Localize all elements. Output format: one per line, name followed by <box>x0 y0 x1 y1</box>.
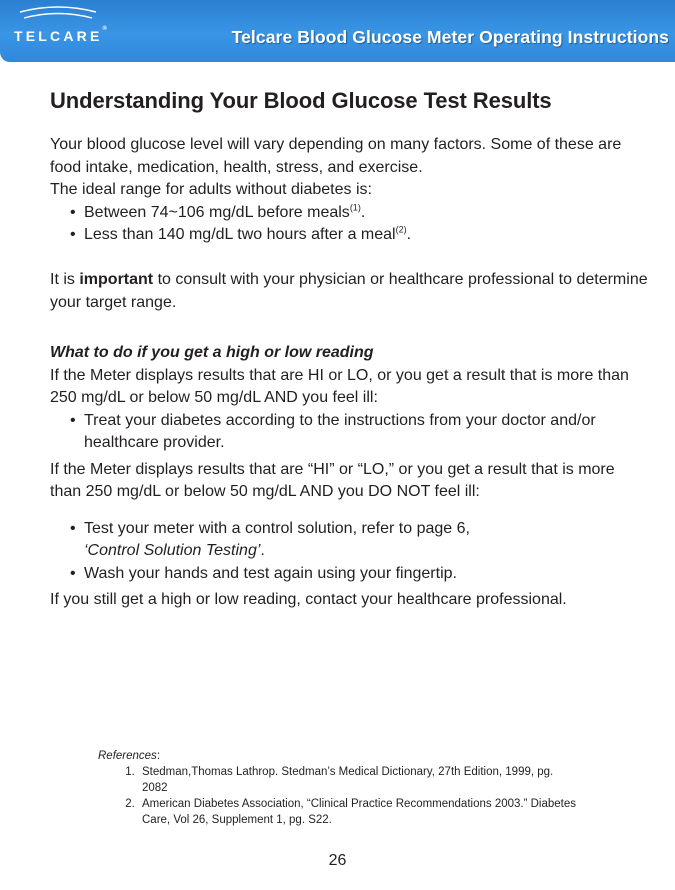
page-header <box>0 0 675 62</box>
list-item: • Wash your hands and test again using your fingertip. <box>70 564 457 582</box>
important-paragraph: It is important to consult with your physician or healthcare professional to determine your target range. <box>50 271 648 311</box>
page-number: 26 <box>328 852 347 869</box>
section-heading: What to do if you get a high or low reading <box>50 344 374 361</box>
list-item: • Less than 140 mg/dL two hours after a meal$^{(2)}$. <box>70 224 412 243</box>
page-heading: Understanding Your Blood Glucose Test Results <box>50 88 552 113</box>
intro-paragraph: Your blood glucose level will vary depending on many factors. Some of these are food intake, medication, health, stress, and exercise. <box>50 136 622 176</box>
reference-item: 2. American Diabetes Association, “Clinical Practice Recommendations 2003.” Diabetes Care, Vol 26, Supplement 1, pg. S22. <box>138 796 578 828</box>
list-item: • Treat your diabetes according to the instructions from your doctor and/or healthcare provider. <box>70 411 596 451</box>
range-list <box>50 202 650 247</box>
closing-paragraph: If you still get a high or low reading, contact your healthcare professional. <box>50 591 567 608</box>
case2-paragraph: If the Meter displays results that are “HI” or “LO,” or you get a result that is more than 250 mg/dL or below 50 mg/dL AND you DO NOT feel ill: <box>50 460 615 500</box>
references: References: 1. Stedman,Thomas Lathrop. Stedman’s Medical Dictionary, 27th Edition, 1999, pg. 2082 2. American Diabetes Association, “Clinical Practice Recommendations 2003.” Diabetes Care, Vol 26, Supplement 1, pg. S22. <box>98 748 578 828</box>
case1-list <box>50 410 650 455</box>
list-item: • Between 74~106 mg/dL before meals$^{(1)}$. <box>70 202 366 221</box>
telcare-swoosh-icon <box>18 4 98 24</box>
list-item: • Test your meter with a control solution, refer to page 6, ‘Control Solution Testing’. <box>70 519 470 559</box>
document-title: Telcare Blood Glucose Meter Operating Instructions <box>231 27 669 47</box>
case1-paragraph: If the Meter displays results that are HI or LO, or you get a result that is more than 250 mg/dL or below 50 mg/dL AND you feel ill: <box>50 366 629 406</box>
main-content <box>50 88 650 612</box>
case2-list <box>50 518 650 586</box>
references-title: References <box>98 750 157 762</box>
reference-item: 1. Stedman,Thomas Lathrop. Stedman’s Medical Dictionary, 27th Edition, 1999, pg. 2082 <box>138 764 578 796</box>
telcare-logo: TELCARE® <box>14 26 107 44</box>
ideal-range-intro: The ideal range for adults without diabetes is: <box>50 181 372 198</box>
